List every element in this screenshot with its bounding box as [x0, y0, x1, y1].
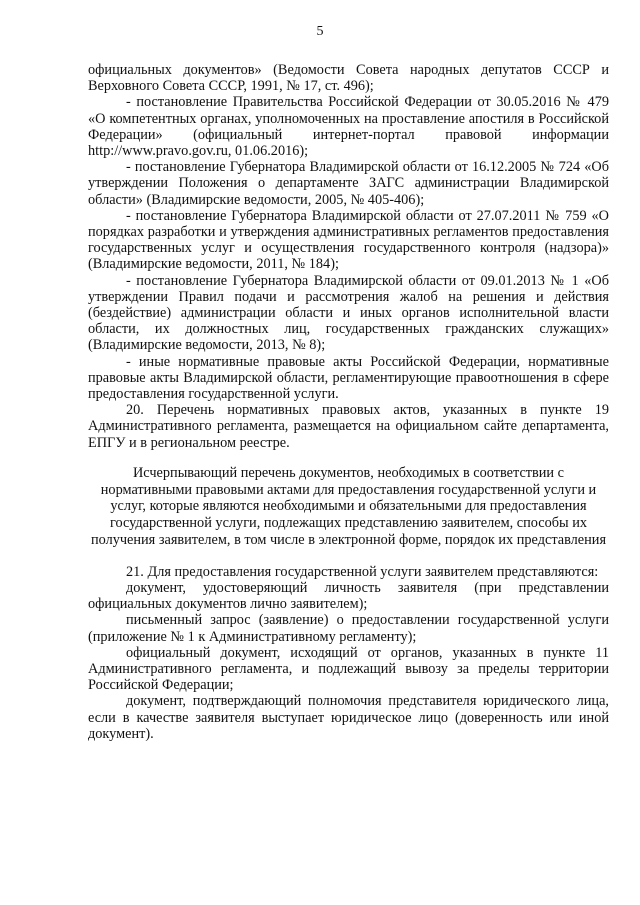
paragraph-9: документ, удостоверяющий личность заявителя (при представлении официальных документов лично заявителем);: [88, 580, 609, 613]
paragraph-3: - постановление Губернатора Владимирской области от 16.12.2005 № 724 «Об утверждении Положения о департаменте ЗАГС администрации Владимирской области» (Владимирские ведомости, 2005, № 405-406);: [88, 159, 609, 208]
paragraph-2: - постановление Правительства Российской Федерации от 30.05.2016 № 479 «О компетентных органах, уполномоченных на проставление апостиля в Российской Федерации» (официальный интернет-портал правовой информации http://www.pravo.gov.ru, 01.06.2016);: [88, 94, 609, 160]
page-number: 5: [316, 24, 324, 39]
paragraph-5: - постановление Губернатора Владимирской области от 09.01.2013 № 1 «Об утверждении Правил подачи и рассмотрения жалоб на решения и действия (бездействие) администрации области и иных органов исполнительной власти области, их должностных лиц, государственных гражданских служащих» (Владимирские ведомости, 2013, № 8);: [88, 272, 609, 354]
section-heading: Исчерпывающий перечень документов, необходимых в соответствии с нормативными правовыми актами для предоставления государственной услуги и услуг, которые являются необходимыми и обязательными для предоставления государственной услуги, подлежащих представлению заявителем, способы их получения заявителем, в том числе в электронной форме, порядок их представления: [90, 464, 607, 549]
paragraph-12: документ, подтверждающий полномочия представителя юридического лица, если в качестве заявителя выступает юридическое лицо (доверенность или иной документ).: [88, 693, 609, 742]
paragraph-7: 20. Перечень нормативных правовых актов, указанных в пункте 19 Административного регламента, размещается на официальном сайте департамента, ЕПГУ и в региональном реестре.: [88, 402, 609, 451]
paragraph-8: 21. Для предоставления государственной услуги заявителем представляются:: [126, 563, 599, 580]
document-body: [88, 62, 609, 742]
paragraph-1: официальных документов» (Ведомости Совета народных депутатов СССР и Верховного Совета СССР, 1991, № 17, ст. 496);: [88, 62, 609, 95]
paragraph-4: - постановление Губернатора Владимирской области от 27.07.2011 № 759 «О порядках разработки и утверждения административных регламентов предоставления государственных услуг и осуществления государственного контроля (надзора)» (Владимирские ведомости, 2011, № 184);: [88, 207, 609, 273]
paragraph-6: - иные нормативные правовые акты Российской Федерации, нормативные правовые акты Владимирской области, регламентирующие правоотношения в сфере предоставления государственной услуги.: [88, 353, 609, 403]
paragraph-10: письменный запрос (заявление) о предоставлении государственной услуги (приложение № 1 к Административному регламенту);: [88, 612, 609, 645]
paragraph-11: официальный документ, исходящий от органов, указанных в пункте 11 Административного регламента, и подлежащий вывозу за пределы территории Российской Федерации;: [88, 644, 609, 694]
